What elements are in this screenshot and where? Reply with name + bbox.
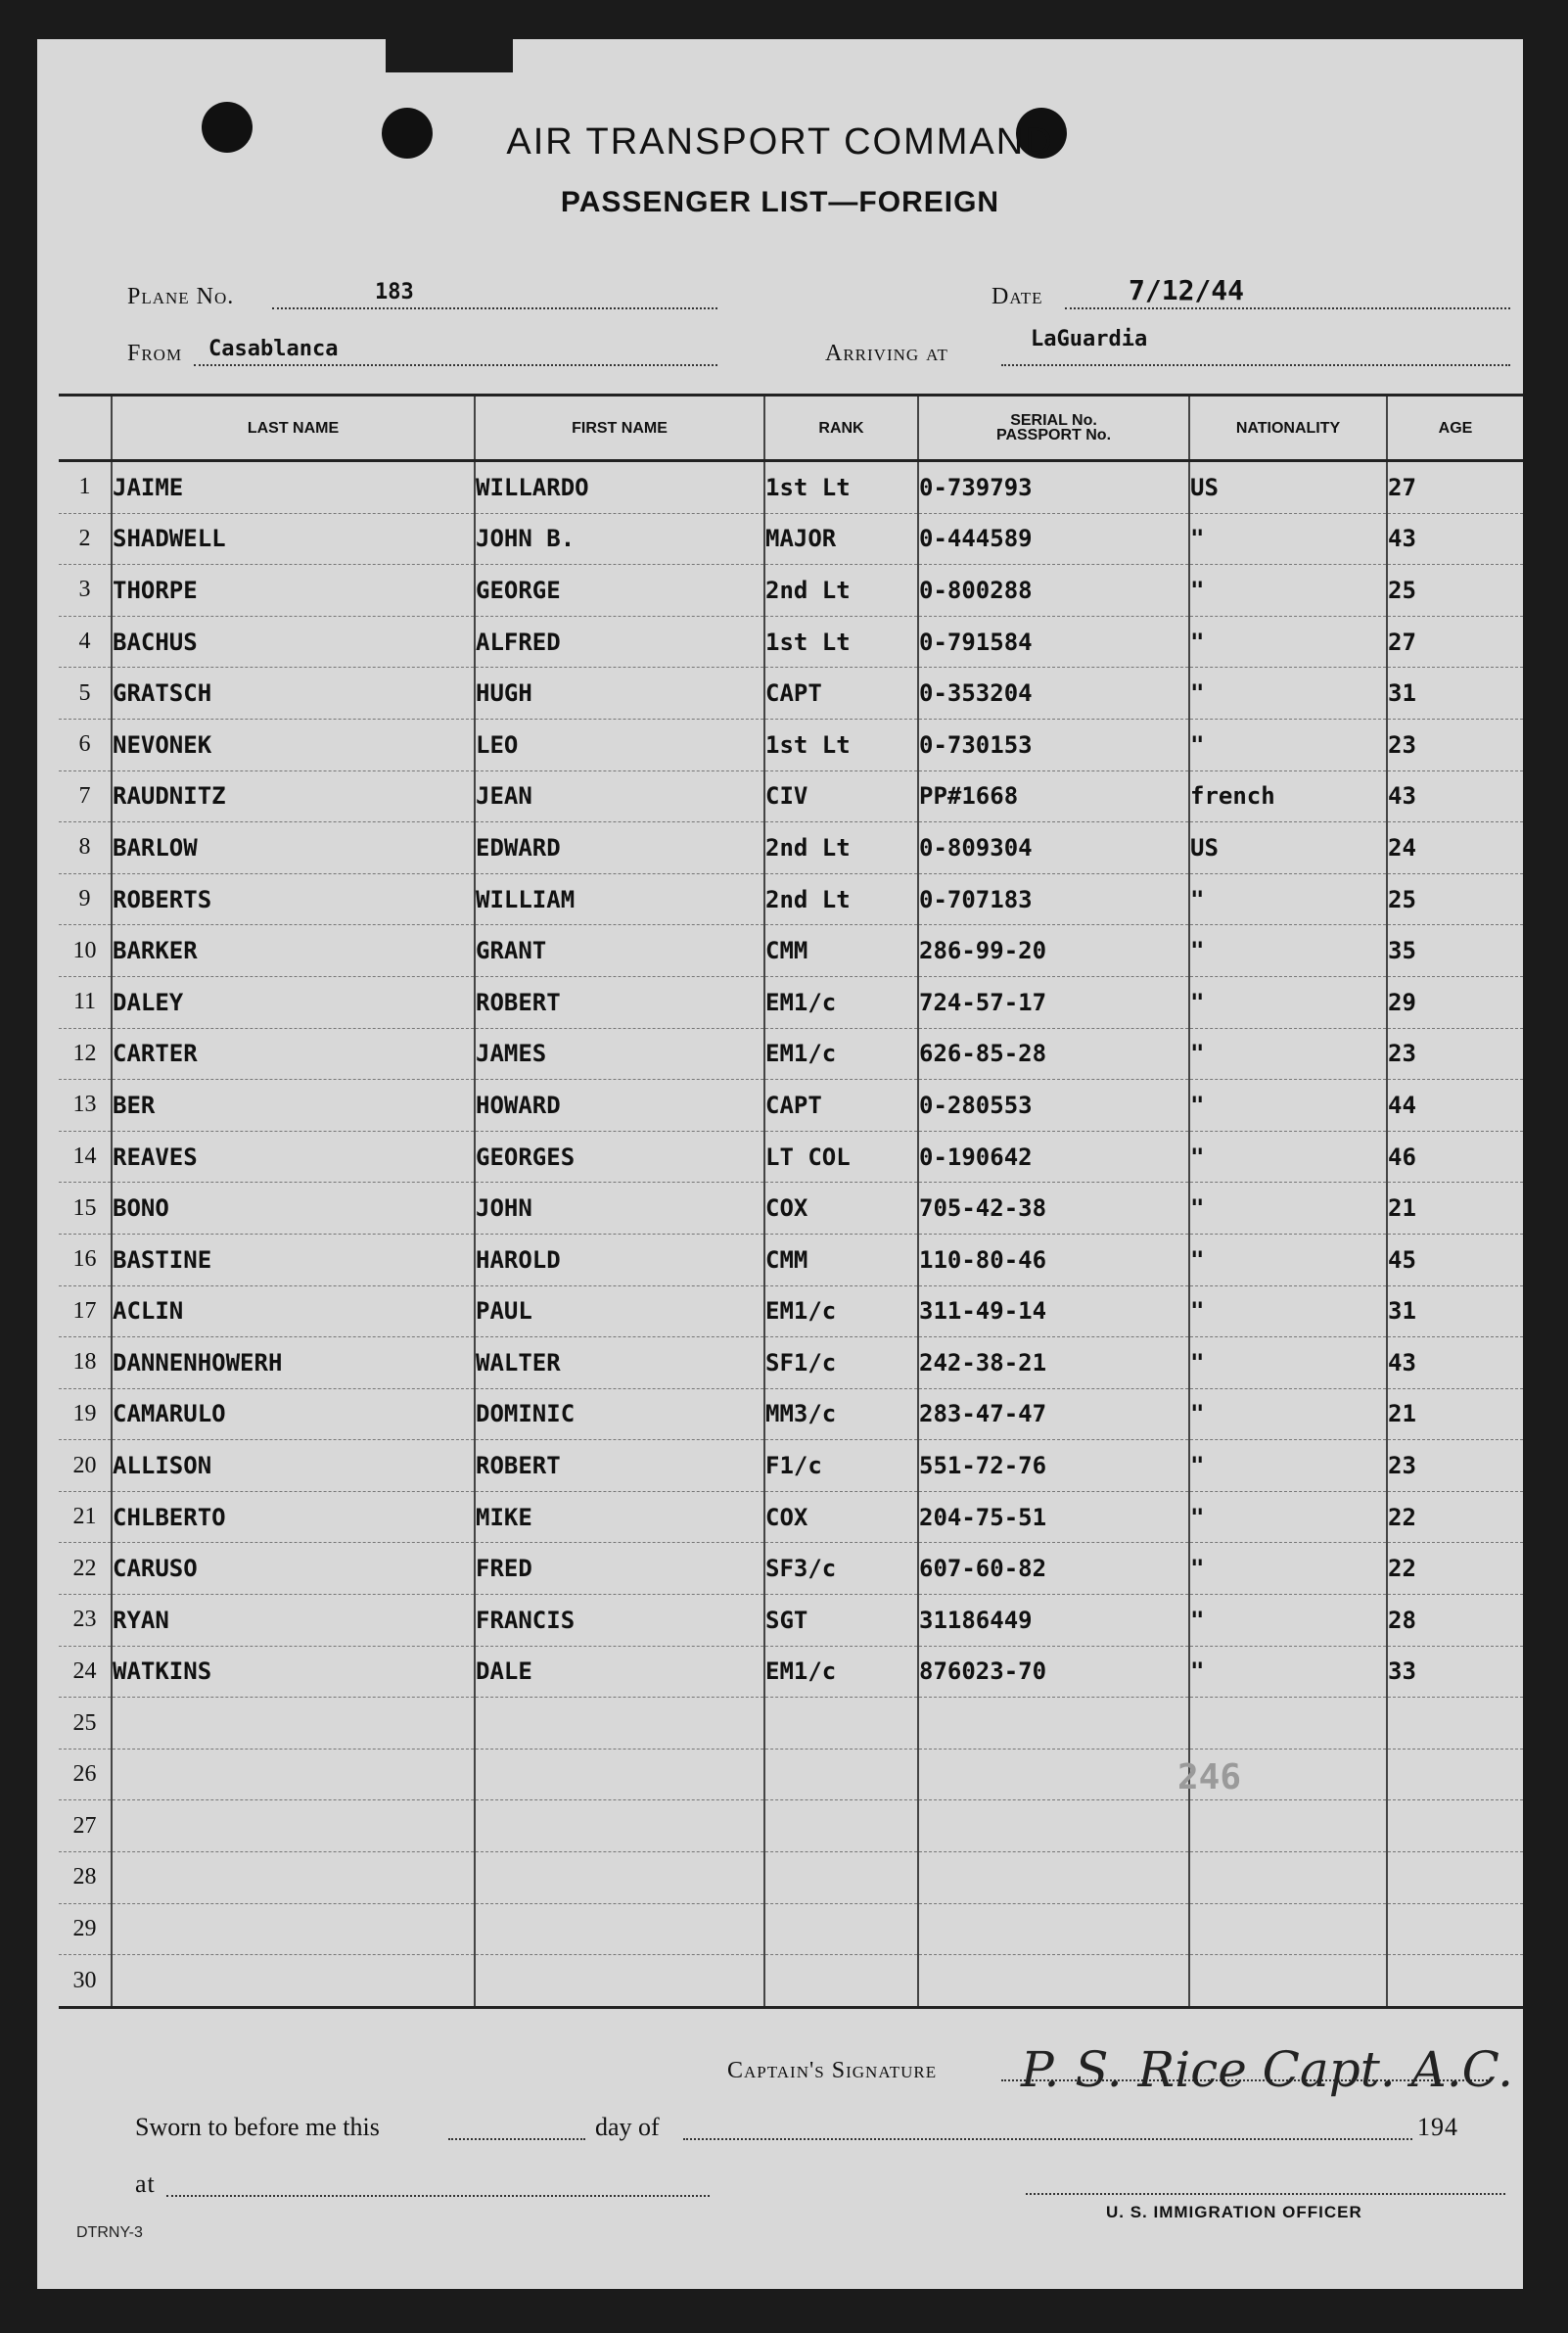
date-label: Date: [992, 284, 1043, 309]
cell-serial-number: 0-190642: [918, 1131, 1189, 1183]
cell-rank: CAPT: [764, 1080, 918, 1132]
cell-rank: [764, 1852, 918, 1904]
table-row: [59, 565, 1523, 617]
arriving-dots: [1001, 364, 1510, 366]
from-value: Casablanca: [208, 337, 339, 361]
cell-first-name: PAUL: [475, 1285, 764, 1337]
table-row: [59, 770, 1523, 822]
table-row: [59, 925, 1523, 977]
cell-nationality: [1189, 1698, 1387, 1750]
cell-nationality: ": [1189, 1183, 1387, 1235]
cell-first-name: JOHN B.: [475, 513, 764, 565]
col-header-age: AGE: [1387, 396, 1523, 461]
cell-row-number: 28: [59, 1852, 112, 1904]
cell-serial-number: 705-42-38: [918, 1183, 1189, 1235]
cell-last-name: CHLBERTO: [112, 1491, 475, 1543]
from-dots: [194, 364, 717, 366]
table-row: [59, 1337, 1523, 1389]
cell-serial-number: 283-47-47: [918, 1388, 1189, 1440]
cell-last-name: [112, 1852, 475, 1904]
cell-rank: [764, 1698, 918, 1750]
passenger-table: [59, 394, 1523, 2009]
cell-serial-number: 242-38-21: [918, 1337, 1189, 1389]
cell-serial-number: 0-707183: [918, 873, 1189, 925]
cell-rank: 2nd Lt: [764, 822, 918, 874]
cell-age: [1387, 1955, 1523, 2008]
col-header-last-name: LAST NAME: [112, 396, 475, 461]
cell-serial-number: 551-72-76: [918, 1440, 1189, 1492]
col-header-rank: RANK: [764, 396, 918, 461]
cell-rank: [764, 1955, 918, 2008]
cell-nationality: ": [1189, 1337, 1387, 1389]
cell-first-name: [475, 1852, 764, 1904]
cell-age: 31: [1387, 668, 1523, 720]
table-row: [59, 1491, 1523, 1543]
cell-row-number: 15: [59, 1183, 112, 1235]
cell-serial-number: 0-800288: [918, 565, 1189, 617]
table-row: [59, 1080, 1523, 1132]
cell-row-number: 10: [59, 925, 112, 977]
cell-last-name: NEVONEK: [112, 719, 475, 770]
cell-nationality: ": [1189, 1646, 1387, 1698]
table-row: [59, 1800, 1523, 1852]
table-row: [59, 1028, 1523, 1080]
cell-serial-number: 0-353204: [918, 668, 1189, 720]
sworn-month-line: [683, 2138, 1412, 2140]
cell-serial-number: 31186449: [918, 1595, 1189, 1647]
cell-first-name: [475, 1698, 764, 1750]
cell-first-name: [475, 1955, 764, 2008]
cell-serial-number: 0-280553: [918, 1080, 1189, 1132]
cell-first-name: DALE: [475, 1646, 764, 1698]
cell-serial-number: [918, 1800, 1189, 1852]
cell-age: 44: [1387, 1080, 1523, 1132]
cell-row-number: 2: [59, 513, 112, 565]
cell-row-number: 7: [59, 770, 112, 822]
cell-serial-number: [918, 1749, 1189, 1800]
cell-last-name: CAMARULO: [112, 1388, 475, 1440]
plane-dots: [272, 307, 717, 309]
cell-last-name: THORPE: [112, 565, 475, 617]
cell-serial-number: 607-60-82: [918, 1543, 1189, 1595]
cell-nationality: ": [1189, 1388, 1387, 1440]
cell-last-name: [112, 1749, 475, 1800]
cell-rank: COX: [764, 1183, 918, 1235]
passenger-list-sheet: [37, 39, 1523, 2289]
cell-row-number: 25: [59, 1698, 112, 1750]
cell-row-number: 12: [59, 1028, 112, 1080]
cell-last-name: REAVES: [112, 1131, 475, 1183]
cell-row-number: 5: [59, 668, 112, 720]
cell-last-name: [112, 1903, 475, 1955]
cell-row-number: 19: [59, 1388, 112, 1440]
cell-first-name: HOWARD: [475, 1080, 764, 1132]
form-number: DTRNY-3: [76, 2224, 143, 2241]
form-subtitle: PASSENGER LIST—FOREIGN: [560, 186, 1000, 218]
plane-label: Plane No.: [127, 284, 235, 309]
table-row: [59, 873, 1523, 925]
cell-last-name: DANNENHOWERH: [112, 1337, 475, 1389]
cell-age: 21: [1387, 1183, 1523, 1235]
cell-age: 28: [1387, 1595, 1523, 1647]
table-row: [59, 719, 1523, 770]
captain-signature: P. S. Rice Capt. A.C.: [1021, 2041, 1514, 2098]
cell-nationality: [1189, 1800, 1387, 1852]
cell-nationality: ": [1189, 1131, 1387, 1183]
cell-serial-number: [918, 1698, 1189, 1750]
cell-serial-number: 876023-70: [918, 1646, 1189, 1698]
cell-last-name: CARTER: [112, 1028, 475, 1080]
cell-rank: EM1/c: [764, 1028, 918, 1080]
cell-serial-number: 311-49-14: [918, 1285, 1189, 1337]
immigration-officer-label: U. S. IMMIGRATION OFFICER: [1106, 2203, 1362, 2221]
cell-nationality: ": [1189, 1491, 1387, 1543]
cell-nationality: ": [1189, 976, 1387, 1028]
table-row: [59, 1285, 1523, 1337]
cell-row-number: 14: [59, 1131, 112, 1183]
cell-first-name: FRED: [475, 1543, 764, 1595]
cell-serial-number: 204-75-51: [918, 1491, 1189, 1543]
col-header-serial: [918, 396, 1189, 461]
cell-serial-number: 0-791584: [918, 616, 1189, 668]
table-row: [59, 1131, 1523, 1183]
cell-last-name: BASTINE: [112, 1234, 475, 1285]
cell-row-number: 4: [59, 616, 112, 668]
cell-age: [1387, 1749, 1523, 1800]
col-header-number: [59, 396, 112, 461]
cell-rank: 2nd Lt: [764, 873, 918, 925]
cell-rank: CAPT: [764, 668, 918, 720]
cell-row-number: 24: [59, 1646, 112, 1698]
cell-rank: SF3/c: [764, 1543, 918, 1595]
cell-serial-number: 0-739793: [918, 461, 1189, 514]
cell-last-name: CARUSO: [112, 1543, 475, 1595]
cell-last-name: [112, 1955, 475, 2008]
cell-age: 25: [1387, 873, 1523, 925]
cell-nationality: ": [1189, 513, 1387, 565]
cell-row-number: 30: [59, 1955, 112, 2008]
cell-serial-number: 110-80-46: [918, 1234, 1189, 1285]
cell-serial-number: [918, 1852, 1189, 1904]
cell-last-name: DALEY: [112, 976, 475, 1028]
cell-first-name: [475, 1800, 764, 1852]
cell-last-name: GRATSCH: [112, 668, 475, 720]
cell-first-name: WILLIAM: [475, 873, 764, 925]
cell-rank: [764, 1903, 918, 1955]
cell-row-number: 17: [59, 1285, 112, 1337]
table-row: [59, 1234, 1523, 1285]
officer-line: [1026, 2193, 1505, 2195]
table-row: [59, 1646, 1523, 1698]
cell-serial-number: 0-809304: [918, 822, 1189, 874]
cell-rank: [764, 1800, 918, 1852]
cell-last-name: [112, 1698, 475, 1750]
table-row: [59, 1852, 1523, 1904]
cell-first-name: JEAN: [475, 770, 764, 822]
cell-age: 46: [1387, 1131, 1523, 1183]
cell-rank: F1/c: [764, 1440, 918, 1492]
cell-nationality: US: [1189, 822, 1387, 874]
cell-nationality: french: [1189, 770, 1387, 822]
cell-nationality: ": [1189, 668, 1387, 720]
date-dots: [1065, 307, 1510, 309]
cell-age: 43: [1387, 1337, 1523, 1389]
cell-last-name: BONO: [112, 1183, 475, 1235]
cell-serial-number: 0-444589: [918, 513, 1189, 565]
cell-age: 33: [1387, 1646, 1523, 1698]
torn-edge: [386, 39, 513, 72]
serial-label: SERIAL No.: [1010, 412, 1097, 429]
cell-first-name: JAMES: [475, 1028, 764, 1080]
day-of-text: day of: [595, 2113, 660, 2141]
table-row: [59, 1388, 1523, 1440]
cell-rank: SGT: [764, 1595, 918, 1647]
cell-nationality: [1189, 1903, 1387, 1955]
cell-first-name: [475, 1903, 764, 1955]
table-row: [59, 976, 1523, 1028]
table-row: [59, 668, 1523, 720]
cell-row-number: 1: [59, 461, 112, 514]
cell-rank: EM1/c: [764, 976, 918, 1028]
table-row: [59, 1955, 1523, 2008]
cell-rank: LT COL: [764, 1131, 918, 1183]
cell-last-name: BARKER: [112, 925, 475, 977]
cell-first-name: WALTER: [475, 1337, 764, 1389]
cell-serial-number: 286-99-20: [918, 925, 1189, 977]
sworn-text: Sworn to before me this: [135, 2113, 380, 2141]
cell-age: [1387, 1800, 1523, 1852]
cell-row-number: 21: [59, 1491, 112, 1543]
col-header-nationality: NATIONALITY: [1189, 396, 1387, 461]
cell-age: 25: [1387, 565, 1523, 617]
cell-row-number: 23: [59, 1595, 112, 1647]
cell-nationality: ": [1189, 1028, 1387, 1080]
cell-nationality: ": [1189, 1543, 1387, 1595]
cell-row-number: 27: [59, 1800, 112, 1852]
cell-rank: MM3/c: [764, 1388, 918, 1440]
cell-last-name: BARLOW: [112, 822, 475, 874]
cell-row-number: 13: [59, 1080, 112, 1132]
cell-nationality: US: [1189, 461, 1387, 514]
sworn-day-line: [448, 2138, 585, 2140]
cell-nationality: ": [1189, 873, 1387, 925]
cell-nationality: ": [1189, 616, 1387, 668]
captain-signature-label: Captain's Signature: [727, 2058, 938, 2083]
cell-last-name: ROBERTS: [112, 873, 475, 925]
cell-serial-number: 626-85-28: [918, 1028, 1189, 1080]
cell-age: 27: [1387, 616, 1523, 668]
cell-age: 23: [1387, 719, 1523, 770]
cell-row-number: 22: [59, 1543, 112, 1595]
cell-age: 21: [1387, 1388, 1523, 1440]
table-row: [59, 1183, 1523, 1235]
cell-serial-number: 724-57-17: [918, 976, 1189, 1028]
date-value: 7/12/44: [1129, 274, 1245, 306]
cell-last-name: RYAN: [112, 1595, 475, 1647]
table-header-row: [59, 396, 1523, 461]
cell-last-name: RAUDNITZ: [112, 770, 475, 822]
cell-last-name: ACLIN: [112, 1285, 475, 1337]
from-label: From: [127, 341, 183, 366]
cell-nationality: [1189, 1955, 1387, 2008]
table-row: [59, 1440, 1523, 1492]
cell-last-name: BACHUS: [112, 616, 475, 668]
cell-row-number: 16: [59, 1234, 112, 1285]
cell-first-name: JOHN: [475, 1183, 764, 1235]
cell-age: 24: [1387, 822, 1523, 874]
cell-first-name: HAROLD: [475, 1234, 764, 1285]
cell-last-name: WATKINS: [112, 1646, 475, 1698]
at-line: [166, 2195, 710, 2197]
cell-age: [1387, 1852, 1523, 1904]
cell-last-name: SHADWELL: [112, 513, 475, 565]
cell-age: 31: [1387, 1285, 1523, 1337]
cell-age: 22: [1387, 1543, 1523, 1595]
table-row: [59, 513, 1523, 565]
plane-value: 183: [375, 280, 414, 304]
cell-rank: CMM: [764, 925, 918, 977]
cell-last-name: [112, 1800, 475, 1852]
cell-row-number: 18: [59, 1337, 112, 1389]
table-row: [59, 822, 1523, 874]
cell-row-number: 20: [59, 1440, 112, 1492]
cell-row-number: 26: [59, 1749, 112, 1800]
cell-row-number: 6: [59, 719, 112, 770]
cell-first-name: MIKE: [475, 1491, 764, 1543]
cell-first-name: ROBERT: [475, 976, 764, 1028]
form-title: AIR TRANSPORT COMMAND: [506, 121, 1054, 163]
cell-last-name: ALLISON: [112, 1440, 475, 1492]
cell-nationality: [1189, 1852, 1387, 1904]
cell-age: 35: [1387, 925, 1523, 977]
cell-first-name: HUGH: [475, 668, 764, 720]
table-row: [59, 1698, 1523, 1750]
cell-first-name: GEORGE: [475, 565, 764, 617]
arriving-label: Arriving at: [825, 341, 948, 366]
cell-rank: EM1/c: [764, 1285, 918, 1337]
cell-first-name: GEORGES: [475, 1131, 764, 1183]
cell-nationality: ": [1189, 1234, 1387, 1285]
table-row: [59, 1903, 1523, 1955]
cell-row-number: 9: [59, 873, 112, 925]
table-row: [59, 616, 1523, 668]
cell-first-name: [475, 1749, 764, 1800]
cell-nationality: ": [1189, 565, 1387, 617]
cell-age: 27: [1387, 461, 1523, 514]
cell-rank: 2nd Lt: [764, 565, 918, 617]
year-prefix: 194: [1417, 2113, 1458, 2141]
cell-row-number: 11: [59, 976, 112, 1028]
cell-age: 45: [1387, 1234, 1523, 1285]
cell-first-name: GRANT: [475, 925, 764, 977]
arriving-value: LaGuardia: [1031, 327, 1148, 351]
cell-rank: COX: [764, 1491, 918, 1543]
table-row: [59, 461, 1523, 514]
table-row: [59, 1543, 1523, 1595]
cell-first-name: ROBERT: [475, 1440, 764, 1492]
cell-first-name: EDWARD: [475, 822, 764, 874]
at-label: at: [135, 2170, 156, 2198]
cell-rank: 1st Lt: [764, 461, 918, 514]
passport-label: PASSPORT No.: [995, 427, 1112, 443]
cell-rank: [764, 1749, 918, 1800]
cell-age: 43: [1387, 770, 1523, 822]
table-row: [59, 1749, 1523, 1800]
cell-serial-number: PP#1668: [918, 770, 1189, 822]
col-header-first-name: FIRST NAME: [475, 396, 764, 461]
cell-row-number: 3: [59, 565, 112, 617]
cell-rank: CMM: [764, 1234, 918, 1285]
cell-age: 23: [1387, 1440, 1523, 1492]
cell-first-name: WILLARDO: [475, 461, 764, 514]
cell-serial-number: 0-730153: [918, 719, 1189, 770]
cell-rank: SF1/c: [764, 1337, 918, 1389]
cell-row-number: 8: [59, 822, 112, 874]
cell-first-name: ALFRED: [475, 616, 764, 668]
cell-age: 29: [1387, 976, 1523, 1028]
stamp-number: 246: [1177, 1757, 1242, 1797]
cell-first-name: DOMINIC: [475, 1388, 764, 1440]
cell-age: 43: [1387, 513, 1523, 565]
cell-last-name: JAIME: [112, 461, 475, 514]
cell-rank: 1st Lt: [764, 616, 918, 668]
cell-first-name: FRANCIS: [475, 1595, 764, 1647]
cell-age: [1387, 1698, 1523, 1750]
cell-rank: CIV: [764, 770, 918, 822]
cell-nationality: ": [1189, 1285, 1387, 1337]
cell-serial-number: [918, 1955, 1189, 2008]
cell-serial-number: [918, 1903, 1189, 1955]
cell-nationality: ": [1189, 1595, 1387, 1647]
cell-first-name: LEO: [475, 719, 764, 770]
cell-rank: MAJOR: [764, 513, 918, 565]
cell-last-name: BER: [112, 1080, 475, 1132]
cell-rank: 1st Lt: [764, 719, 918, 770]
cell-nationality: ": [1189, 925, 1387, 977]
cell-rank: EM1/c: [764, 1646, 918, 1698]
cell-age: 23: [1387, 1028, 1523, 1080]
table-row: [59, 1595, 1523, 1647]
cell-nationality: ": [1189, 1080, 1387, 1132]
cell-age: 22: [1387, 1491, 1523, 1543]
cell-nationality: ": [1189, 1440, 1387, 1492]
cell-row-number: 29: [59, 1903, 112, 1955]
cell-age: [1387, 1903, 1523, 1955]
cell-nationality: ": [1189, 719, 1387, 770]
